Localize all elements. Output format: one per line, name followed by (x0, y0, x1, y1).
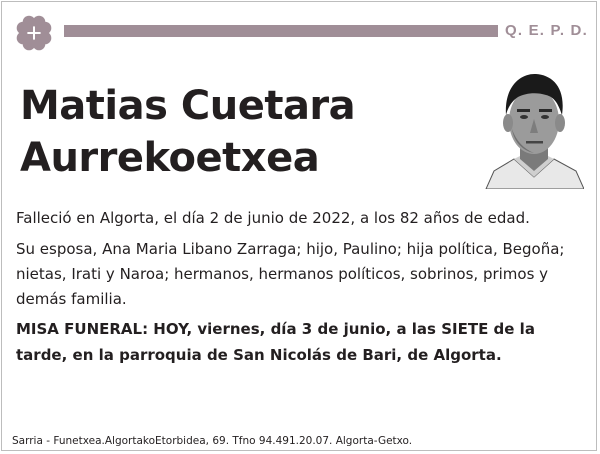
funeral-mass-text: MISA FUNERAL: HOY, viernes, día 3 de junio, a las SIETE de la tarde, en la parroquia de San Nicolás de Bari, de Algorta. (16, 320, 535, 364)
header-rule (64, 25, 498, 37)
deceased-name-line2: Aurrekoetxea (20, 135, 320, 181)
death-notice-text: Falleció en Algorta, el día 2 de junio de 2022, a los 82 años de edad. (16, 209, 530, 227)
family-list-text: Su esposa, Ana Maria Libano Zarraga; hijo, Paulino; hija política, Begoña; nietas, Irati y Naroa; hermanos, hermanos políticos, sobrinos, primos y demás familia. (16, 240, 565, 308)
lauburu-icon (8, 7, 60, 59)
deceased-name-line1: Matias Cuetara (20, 83, 356, 129)
funeral-home-footer: Sarria - Funetxea.AlgortakoEtorbidea, 69. Tfno 94.491.20.07. Algorta-Getxo. (12, 435, 413, 447)
deceased-name (20, 80, 355, 184)
obituary-card (1, 1, 597, 451)
portrait-photo (484, 59, 584, 189)
qepd-label: Q. E. P. D. (505, 22, 588, 39)
obituary-body (16, 206, 586, 368)
